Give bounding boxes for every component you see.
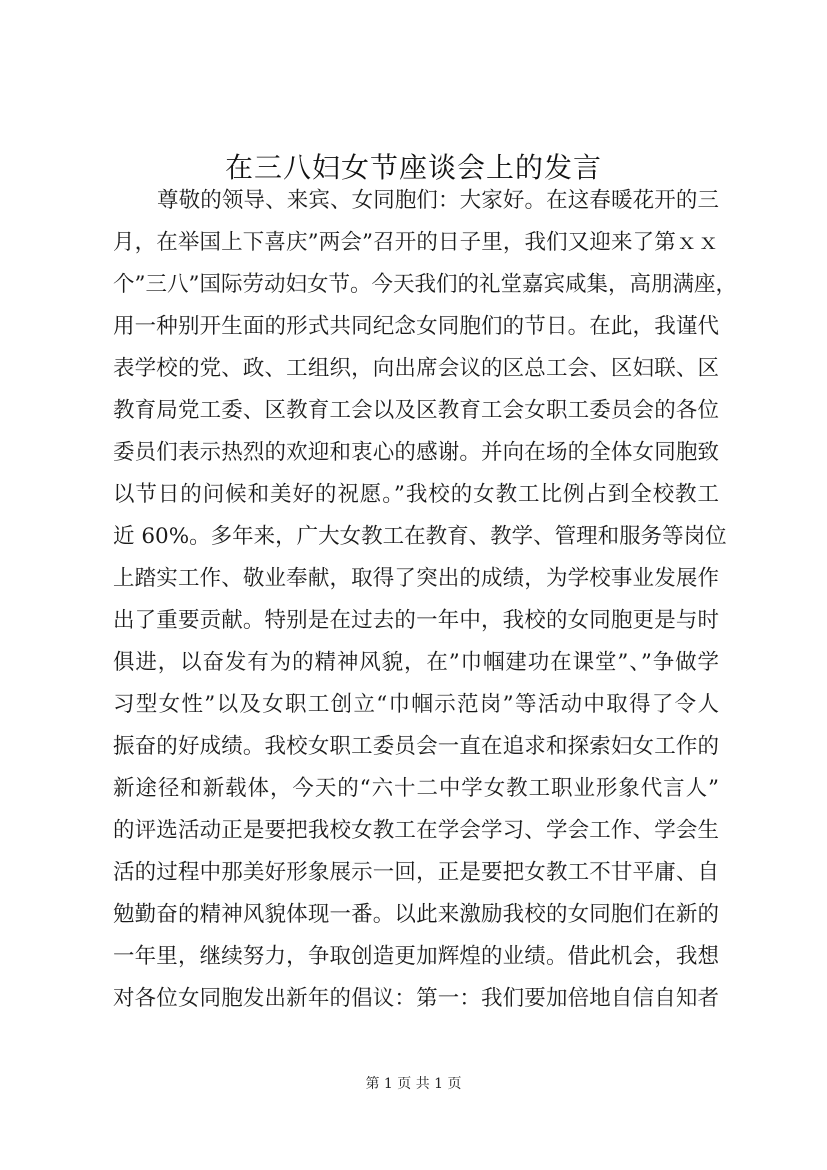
body-line: 委员们表示热烈的欢迎和衷心的感谢。并向在场的全体女同胞致 <box>113 440 719 465</box>
body-line: 用一种别开生面的形式共同纪念女同胞们的节日。在此，我谨代 <box>113 314 719 339</box>
body-line: 一年里，继续努力，争取创造更加辉煌的业绩。借此机会，我想 <box>113 944 719 969</box>
body-line: 上踏实工作、敬业奉献，取得了突出的成绩，为学校事业发展作 <box>113 566 719 591</box>
page-footer: 第 1 页 共 1 页 <box>365 1076 462 1092</box>
body-line: 勉勤奋的精神风貌体现一番。以此来激励我校的女同胞们在新的 <box>113 902 719 927</box>
body-line: 的评选活动正是要把我校女教工在学会学习、学会工作、学会生 <box>113 818 719 843</box>
body-line: 个”三八”国际劳动妇女节。今天我们的礼堂嘉宾咸集，高朋满座， <box>113 272 737 297</box>
body-line: 习型女性”以及女职工创立“巾帼示范岗”等活动中取得了令人 <box>113 692 719 717</box>
body-line: 活的过程中那美好形象展示一回，正是要把女教工不甘平庸、自 <box>113 860 719 885</box>
body-line: 教育局党工委、区教育工会以及区教育工会女职工委员会的各位 <box>113 398 719 423</box>
body-line: 新途径和新载体，今天的“六十二中学女教工职业形象代言人” <box>113 776 719 801</box>
document-title: 在三八妇女节座谈会上的发言 <box>224 151 602 184</box>
body-line: 尊敬的领导、来宾、女同胞们：大家好。在这春暖花开的三 <box>157 188 719 213</box>
body-line: 对各位女同胞发出新年的倡议：第一：我们要加倍地自信自知者 <box>113 986 719 1011</box>
body-line: 月，在举国上下喜庆”两会”召开的日子里，我们又迎来了第ｘｘ <box>113 230 719 255</box>
body-line: 近 60%。多年来，广大女教工在教育、教学、管理和服务等岗位 <box>113 524 727 549</box>
body-line: 俱进，以奋发有为的精神风貌，在”巾帼建功在课堂”、”争做学 <box>113 650 719 675</box>
body-line: 振奋的好成绩。我校女职工委员会一直在追求和探索妇女工作的 <box>113 734 719 759</box>
body-line: 出了重要贡献。特别是在过去的一年中，我校的女同胞更是与时 <box>113 608 719 633</box>
body-line: 以节日的问候和美好的祝愿。”我校的女教工比例占到全校教工 <box>113 482 719 507</box>
body-line: 表学校的党、政、工组织，向出席会议的区总工会、区妇联、区 <box>113 356 719 381</box>
